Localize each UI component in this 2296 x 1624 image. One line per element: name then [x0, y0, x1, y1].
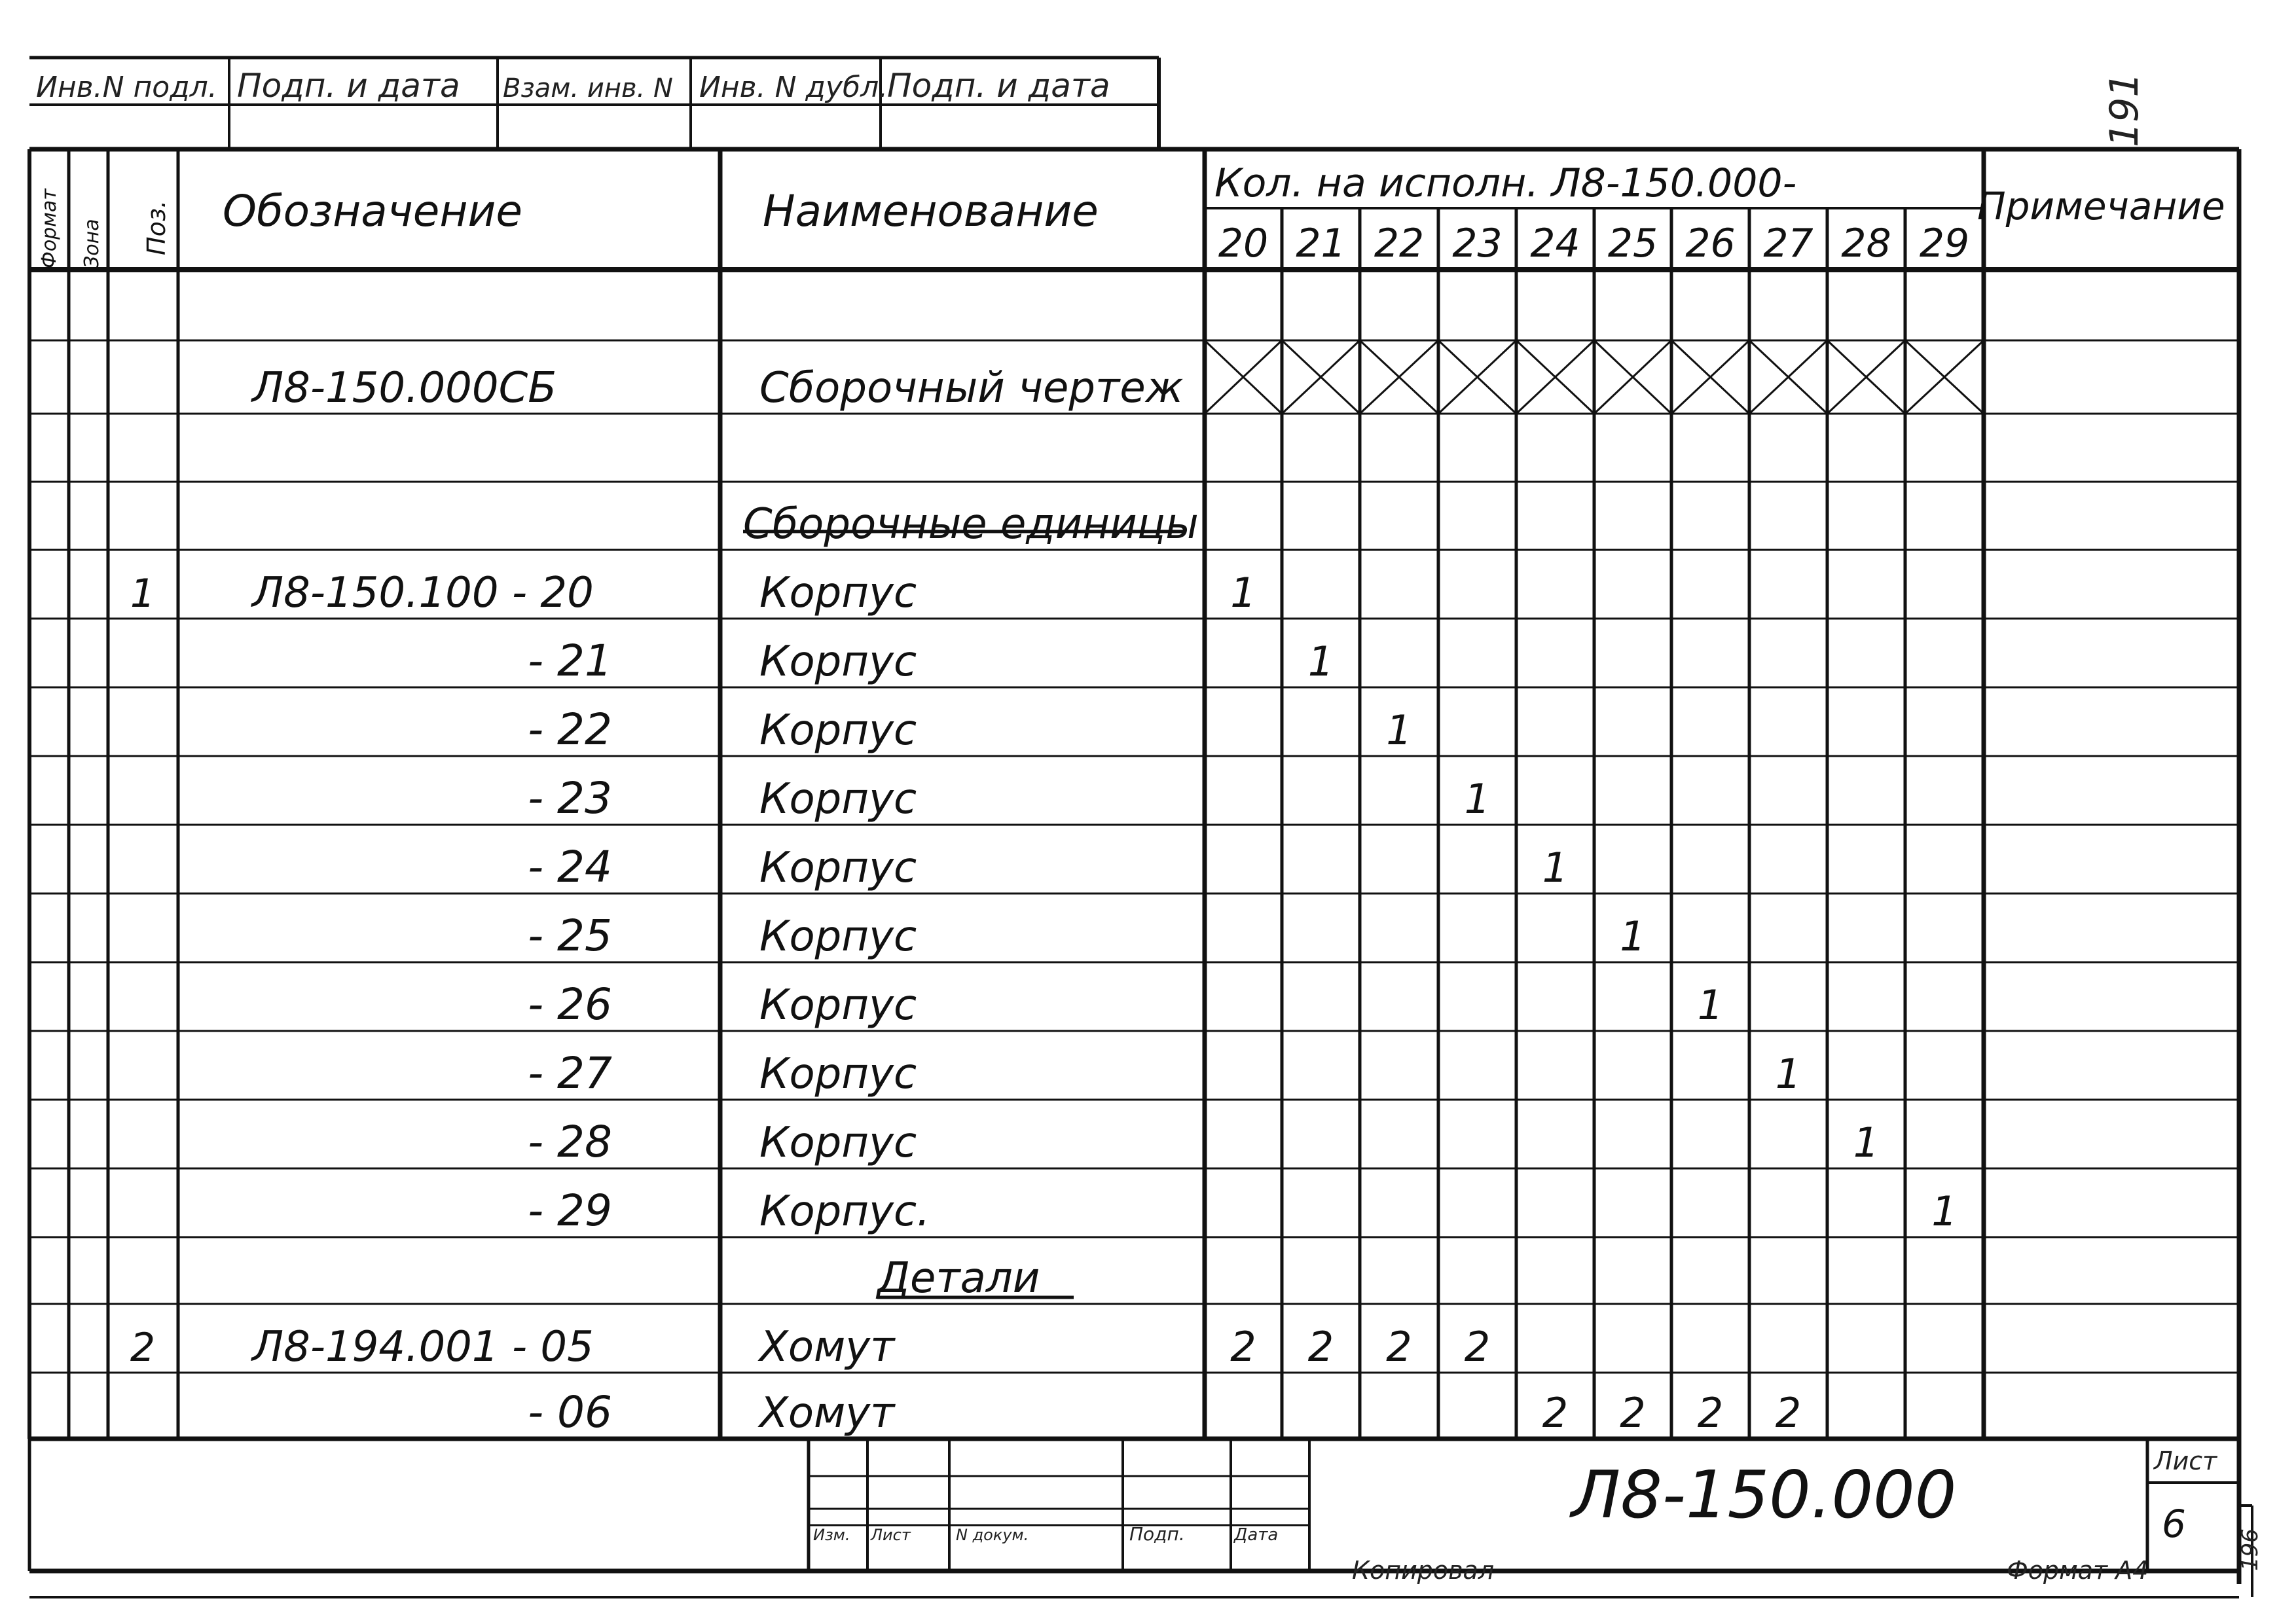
- variant-header-27: 27: [1763, 221, 1813, 266]
- row-name: Корпус: [759, 1119, 917, 1167]
- row-name: Корпус: [759, 638, 917, 686]
- header-pos: Поз.: [142, 200, 171, 255]
- row-name: Корпус: [759, 775, 917, 823]
- header-note: Примечание: [1977, 184, 2225, 228]
- row-designation: - 23: [528, 773, 612, 823]
- variant-header-21: 21: [1296, 221, 1346, 266]
- row-designation: - 28: [528, 1117, 612, 1167]
- row-qty-22: 2: [1386, 1323, 1412, 1371]
- sig-label-change: Изм.: [813, 1526, 850, 1544]
- row-qty-28: 1: [1853, 1119, 1880, 1166]
- row-qty-21: 1: [1307, 638, 1334, 685]
- row-qty-27: 1: [1775, 1050, 1802, 1098]
- table-row: [130, 569, 1256, 617]
- row-name: Корпус: [759, 981, 917, 1030]
- variant-header-24: 24: [1530, 221, 1580, 266]
- title-block: [813, 1447, 2263, 1585]
- row-qty-24: 2: [1542, 1389, 1569, 1437]
- stamp-label-sign-date-1: Подп. и дата: [237, 67, 460, 105]
- row-designation: - 25: [528, 911, 612, 961]
- row-name: Корпус: [759, 706, 917, 755]
- row-name: Корпус: [759, 1050, 917, 1098]
- section-heading: Детали: [877, 1254, 1040, 1303]
- variant-header-28: 28: [1841, 221, 1891, 266]
- table-row: [528, 911, 1646, 961]
- section-heading: Сборочные единицы: [743, 500, 1199, 549]
- row-pos: 1: [130, 571, 156, 617]
- row-qty-23: 1: [1464, 775, 1491, 823]
- variant-header-23: 23: [1452, 221, 1503, 266]
- variant-header-20: 20: [1218, 221, 1269, 266]
- row-qty-26: 1: [1697, 981, 1724, 1029]
- row-qty-29: 1: [1931, 1187, 1958, 1235]
- header-name: Наименование: [763, 186, 1099, 236]
- sig-label-sheet: Лист: [871, 1526, 911, 1544]
- row-name: Сборочный чертеж: [759, 364, 1184, 412]
- row-designation: - 22: [528, 704, 612, 755]
- sheet-number: 6: [2162, 1502, 2186, 1546]
- row-qty-24: 1: [1542, 844, 1569, 892]
- table-row: [528, 636, 1334, 686]
- stamp-label-inv-dup: Инв. N дубл.: [699, 71, 888, 104]
- variant-header-26: 26: [1685, 221, 1736, 266]
- table-row: [743, 500, 1199, 549]
- row-qty-23: 2: [1464, 1323, 1491, 1371]
- doc-number: Л8-150.000: [1571, 1456, 1957, 1533]
- row-qty-25: 1: [1620, 912, 1646, 960]
- row-qty-26: 2: [1697, 1389, 1724, 1437]
- row-name: Корпус.: [759, 1187, 930, 1236]
- table-row: [251, 364, 1184, 412]
- sig-label-date: Дата: [1234, 1525, 1279, 1545]
- row-pos: 2: [130, 1325, 156, 1371]
- row-qty-20: 2: [1230, 1323, 1256, 1371]
- copied-label: Копировал: [1352, 1556, 1495, 1585]
- sig-label-doc-no: N докум.: [956, 1526, 1029, 1544]
- table-row: [130, 1323, 1490, 1371]
- sig-label-signature: Подп.: [1129, 1523, 1185, 1545]
- row-designation: - 06: [528, 1387, 612, 1437]
- row-designation: - 24: [528, 842, 612, 892]
- row-designation: Л8-150.100 - 20: [252, 569, 594, 617]
- table-row: [875, 1254, 1040, 1303]
- row-name: Хомут: [759, 1389, 895, 1437]
- row-name: Корпус: [759, 569, 917, 617]
- row-qty-27: 2: [1775, 1389, 1802, 1437]
- row-name: Корпус: [759, 844, 917, 892]
- row-designation: - 21: [528, 636, 612, 686]
- spec-rows: [130, 364, 1958, 1437]
- row-designation: Л8-194.001 - 05: [252, 1323, 594, 1371]
- row-qty-25: 2: [1620, 1389, 1646, 1437]
- side-number: 196: [2237, 1528, 2263, 1571]
- header-zone: Зона: [81, 219, 103, 268]
- table-row: [528, 704, 1412, 755]
- table-header: [38, 160, 2225, 268]
- top-stamp: [36, 67, 1110, 105]
- sheet-label: Лист: [2154, 1447, 2217, 1475]
- stamp-label-sign-date-2: Подп. и дата: [887, 67, 1110, 105]
- row-name: Хомут: [759, 1323, 895, 1371]
- row-designation: - 27: [528, 1048, 612, 1098]
- stamp-label-repl-inv: Взам. инв. N: [503, 73, 673, 103]
- header-qty-group: Кол. на исполн. Л8-150.000-: [1214, 160, 1797, 206]
- variant-header-22: 22: [1374, 221, 1425, 266]
- row-qty-21: 2: [1307, 1323, 1334, 1371]
- row-qty-20: 1: [1230, 569, 1256, 617]
- variant-header-25: 25: [1607, 221, 1658, 266]
- stamp-label-inv-orig: Инв.N подл.: [36, 71, 217, 104]
- table-row: [528, 979, 1723, 1030]
- table-row: [528, 842, 1568, 892]
- header-designation: Обозначение: [223, 186, 522, 236]
- corner-mark: 191: [2102, 72, 2147, 147]
- row-designation: - 26: [528, 979, 612, 1030]
- header-format: Формат: [38, 189, 61, 268]
- row-qty-22: 1: [1386, 706, 1412, 754]
- format-label: Формат А4: [2007, 1556, 2149, 1585]
- table-row: [528, 1185, 1958, 1236]
- table-row: [528, 773, 1490, 823]
- row-designation: - 29: [528, 1185, 612, 1236]
- row-designation: Л8-150.000СБ: [252, 364, 557, 412]
- variant-header-29: 29: [1919, 221, 1970, 266]
- row-name: Корпус: [759, 912, 917, 961]
